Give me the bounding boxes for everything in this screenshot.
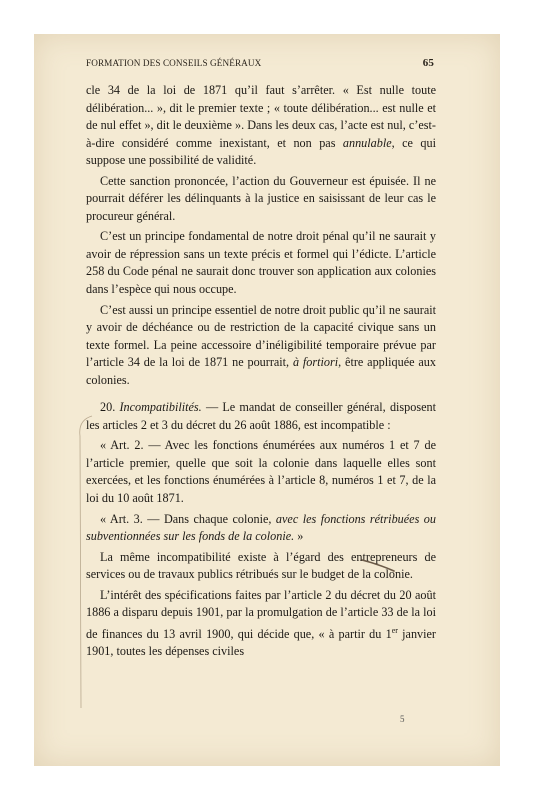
ordinal-superscript: er: [391, 625, 398, 635]
article-2-quote: « Art. 2. — Avec les fonctions énumérées aux numéros 1 et 7 de l’article premier, quelle que soit la colonie dans laquelle elles sont exercées, et les fonctions énumérées à l’article 8, numéros 1 et 7, de la loi du 10 août 1871.: [86, 438, 436, 506]
paragraph-incompatibility: La même incompatibilité existe à l’égard des entrepreneurs de services ou de travaux publics rétribués sur le budget de la colonie.: [86, 549, 436, 582]
body-text: [86, 82, 436, 661]
article-3-quote: [86, 511, 436, 546]
paragraph-1-text: cle 34 de la loi de 1871 qu’il faut s’arrêter. « Est nulle toute délibération... », dit le premier texte ; « toute délibération... est nulle et de nul effet », dit le deuxième ». Dans les deux cas, l’acte est nul, c’est-à-dire considéré comme inexistant, et non pas: [86, 83, 436, 150]
signature-mark: 5: [400, 714, 405, 724]
paragraph-4-text: C’est aussi un principe essentiel de notre droit public qu’il ne saurait y avoir de déchéance ou de restriction de la capacité civique sans un texte formel. La peine accessoire d’inéligibilité temporaire prévue par l’article 34 de la loi de 1871 ne pourrait,: [86, 302, 436, 370]
section-20: [86, 399, 436, 434]
paragraph-4: [86, 302, 436, 390]
paragraph-interest: [86, 587, 436, 661]
article-3-text: « Art. 3. — Dans chaque colonie,: [100, 511, 276, 526]
section-heading: Incompatibilités.: [119, 400, 202, 415]
paragraph-1-emphasis: annulable: [342, 135, 392, 150]
paragraph-interest-end: janvier 1901, toutes les dépenses civiles: [86, 626, 436, 659]
paragraph-3: C’est un principe fondamental de notre droit pénal qu’il ne saurait y avoir de répression sans un texte précis et formel qui l’édicte. L’article 258 du Code pénal ne saurait donc trouver son application aux colonies dans l’espèce qui nous occupe.: [86, 229, 436, 297]
running-header: [86, 58, 434, 72]
paragraph-4-end: , être appliquée aux colonies.: [86, 355, 436, 387]
paragraph-2: Cette sanction prononcée, l’action du Gouverneur est épuisée. Il ne pourrait déférer les délinquants à la justice en saisissant de leur cas le procureur général.: [86, 173, 436, 223]
running-title: FORMATION DES CONSEILS GÉNÉRAUX: [86, 58, 262, 68]
paragraph-4-emphasis: à fortiori: [292, 355, 339, 370]
article-3-emphasis: avec les fonctions rétribuées ou subventionnées sur les fonds de la colonie.: [86, 511, 436, 544]
paragraph-1: [86, 82, 436, 170]
section-20-text: — Le mandat de conseiller général, disposent les articles 2 et 3 du décret du 26 août 1886, est incompatible :: [86, 400, 436, 432]
paragraph-interest-text: L’intérêt des spécifications faites par l’article 2 du décret du 20 août 1886 a disparu depuis 1901, par la promulgation de l’article 33 de la loi de finances du 13 avril 1900, qui décide que, « à partir du 1: [86, 587, 436, 641]
article-3-close: »: [294, 529, 304, 544]
paragraph-1-end: , ce qui suppose une possibilité de validité.: [86, 135, 436, 168]
section-number: 20.: [100, 400, 120, 415]
page-number: 65: [422, 57, 434, 69]
